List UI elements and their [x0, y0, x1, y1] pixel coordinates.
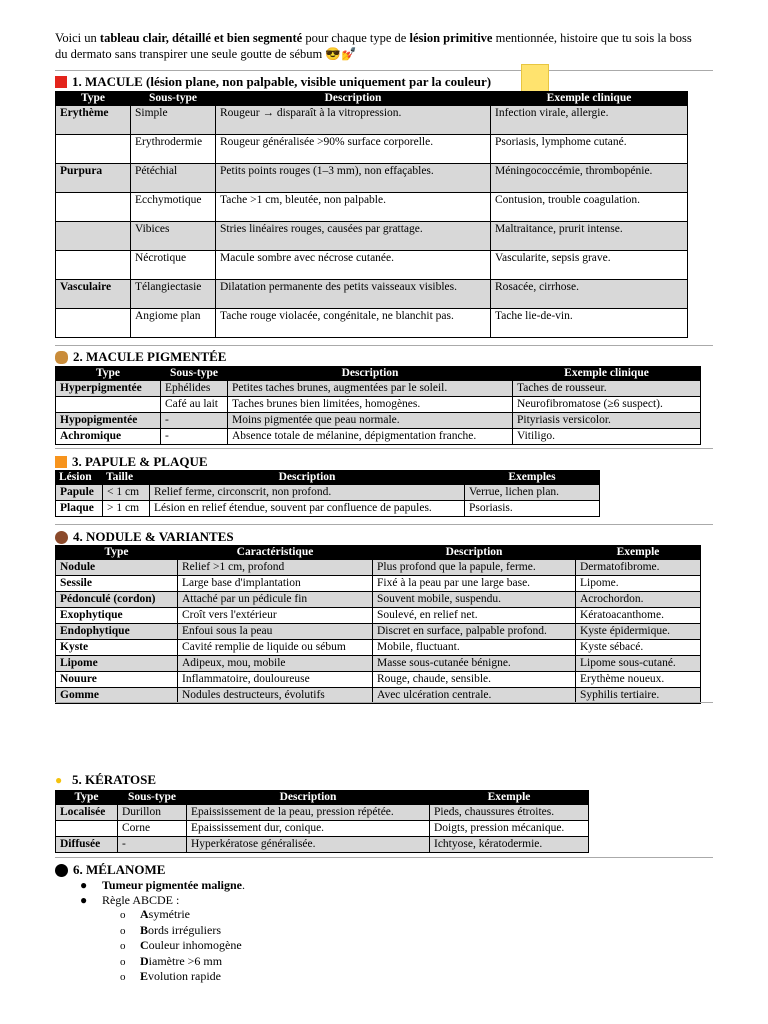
table-cell: Epaississement dur, conique.: [187, 821, 430, 837]
table-cell: Simple: [131, 106, 216, 135]
table-row: [56, 397, 701, 413]
brown-circle-icon: [55, 531, 68, 544]
table-cell: Large base d'implantation: [178, 576, 373, 592]
table-cell: [56, 251, 131, 280]
table-cell: Kératoacanthome.: [576, 608, 701, 624]
table-cell: Purpura: [56, 164, 131, 193]
table-cell: Pédonculé (cordon): [56, 592, 178, 608]
black-circle-icon: [55, 864, 68, 877]
table-cell: Adipeux, mou, mobile: [178, 656, 373, 672]
table-cell: Lipome sous-cutané.: [576, 656, 701, 672]
table-cell: [56, 222, 131, 251]
papule-plaque-table: [55, 470, 600, 517]
col-header: Exemple clinique: [513, 367, 701, 381]
table-cell: Rougeur → disparaît à la vitropression.: [216, 106, 491, 135]
col-header: Sous-type: [118, 791, 187, 805]
section-4-heading: 4. NODULE & VARIANTES: [55, 529, 234, 545]
abcde-item: o Diamètre >6 mm: [120, 953, 223, 968]
table-cell: Inflammatoire, douloureuse: [178, 672, 373, 688]
table-cell: Achromique: [56, 429, 161, 445]
col-header: Exemple clinique: [491, 92, 688, 106]
table-cell: Erythème noueux.: [576, 672, 701, 688]
table-cell: Avec ulcération centrale.: [373, 688, 576, 704]
table-cell: -: [161, 413, 228, 429]
table-cell: Nodules destructeurs, évolutifs: [178, 688, 373, 704]
table-row: [56, 280, 688, 309]
divider: [55, 857, 713, 858]
table-cell: Cavité remplie de liquide ou sébum: [178, 640, 373, 656]
table-cell: Plus profond que la papule, ferme.: [373, 560, 576, 576]
table-cell: Psoriasis, lymphome cutané.: [491, 135, 688, 164]
table-cell: Masse sous-cutanée bénigne.: [373, 656, 576, 672]
table-cell: Hypopigmentée: [56, 413, 161, 429]
table-cell: Corne: [118, 821, 187, 837]
table-cell: Taches de rousseur.: [513, 381, 701, 397]
table-row: [56, 592, 701, 608]
table-cell: Vasculaire: [56, 280, 131, 309]
abcde-item: o Couleur inhomogène: [120, 938, 242, 952]
table-cell: > 1 cm: [103, 501, 150, 517]
table-cell: Hyperpigmentée: [56, 381, 161, 397]
table-row: [56, 576, 701, 592]
col-header: Taille: [103, 471, 150, 485]
table-row: [56, 624, 701, 640]
abcde-item: o Evolution rapide: [120, 969, 221, 983]
table-cell: Tache rouge violacée, congénitale, ne blanchit pas.: [216, 309, 491, 338]
table-cell: Doigts, pression mécanique.: [430, 821, 589, 837]
table-row: [56, 381, 701, 397]
table-row: [56, 656, 701, 672]
table-cell: Kyste: [56, 640, 178, 656]
table-row: [56, 608, 701, 624]
section-5-heading: ● 5. KÉRATOSE: [55, 772, 157, 787]
abcde-item: o Asymétrie: [120, 907, 190, 921]
table-cell: Dilatation permanente des petits vaisseaux visibles.: [216, 280, 491, 309]
table-row: [56, 106, 688, 135]
table-cell: Café au lait: [161, 397, 228, 413]
col-header: Type: [56, 546, 178, 560]
table-cell: Méningococcémie, thrombopénie.: [491, 164, 688, 193]
table-cell: Erythème: [56, 106, 131, 135]
table-cell: Vibices: [131, 222, 216, 251]
table-row: [56, 821, 589, 837]
table-cell: Pityriasis versicolor.: [513, 413, 701, 429]
divider: [55, 448, 713, 449]
table-row: [56, 251, 688, 280]
table-row: [56, 309, 688, 338]
col-header: Exemple: [430, 791, 589, 805]
divider: [55, 702, 713, 703]
intro-paragraph: Voici un tableau clair, détaillé et bien segmenté pour chaque type de lésion primitive mentionnée, histoire que tu sois la boss du dermato sans transpirer une seule goutte de sébum 😎💅: [55, 31, 692, 61]
table-cell: Verrue, lichen plan.: [465, 485, 600, 501]
table-cell: Discret en surface, palpable profond.: [373, 624, 576, 640]
red-square-icon: [55, 76, 67, 88]
table-cell: Soulevé, en relief net.: [373, 608, 576, 624]
section-1-heading: 1. MACULE (lésion plane, non palpable, visible uniquement par la couleur): [55, 74, 491, 90]
list-item: ● Tumeur pigmentée maligne.: [80, 878, 245, 892]
keratose-table: [55, 790, 589, 853]
table-cell: Enfoui sous la peau: [178, 624, 373, 640]
table-cell: -: [118, 837, 187, 853]
list-item: ● Règle ABCDE :: [80, 892, 180, 907]
table-cell: Lésion en relief étendue, souvent par confluence de papules.: [150, 501, 465, 517]
col-header: Exemple: [576, 546, 701, 560]
table-cell: Syphilis tertiaire.: [576, 688, 701, 704]
table-cell: Stries linéaires rouges, causées par grattage.: [216, 222, 491, 251]
table-row: [56, 640, 701, 656]
table-cell: Rouge, chaude, sensible.: [373, 672, 576, 688]
table-row: [56, 501, 600, 517]
table-cell: Hyperkératose généralisée.: [187, 837, 430, 853]
table-cell: Moins pigmentée que peau normale.: [228, 413, 513, 429]
table-cell: Relief ferme, circonscrit, non profond.: [150, 485, 465, 501]
table-cell: Angiome plan: [131, 309, 216, 338]
table-cell: Gomme: [56, 688, 178, 704]
table-cell: Taches brunes bien limitées, homogènes.: [228, 397, 513, 413]
col-header: Type: [56, 791, 118, 805]
table-row: [56, 837, 589, 853]
table-cell: Vitiligo.: [513, 429, 701, 445]
col-header: Type: [56, 367, 161, 381]
table-cell: Absence totale de mélanine, dépigmentation franche.: [228, 429, 513, 445]
table-cell: Dermatofibrome.: [576, 560, 701, 576]
table-cell: Kyste sébacé.: [576, 640, 701, 656]
divider: [55, 70, 713, 71]
table-cell: [56, 193, 131, 222]
table-cell: Nodule: [56, 560, 178, 576]
table-cell: Nécrotique: [131, 251, 216, 280]
col-header: Description: [216, 92, 491, 106]
table-row: [56, 672, 701, 688]
table-cell: Nouure: [56, 672, 178, 688]
table-cell: Erythrodermie: [131, 135, 216, 164]
table-cell: Endophytique: [56, 624, 178, 640]
table-cell: Ecchymotique: [131, 193, 216, 222]
table-cell: Macule sombre avec nécrose cutanée.: [216, 251, 491, 280]
col-header: Lésion: [56, 471, 103, 485]
table-cell: Maltraitance, prurit intense.: [491, 222, 688, 251]
table-row: [56, 485, 600, 501]
table-cell: Rosacée, cirrhose.: [491, 280, 688, 309]
table-cell: Infection virale, allergie.: [491, 106, 688, 135]
table-cell: [56, 309, 131, 338]
table-cell: Diffusée: [56, 837, 118, 853]
table-cell: Ichtyose, kératodermie.: [430, 837, 589, 853]
abcde-item: o Bords irréguliers: [120, 922, 221, 937]
divider: [55, 524, 713, 525]
table-row: [56, 413, 701, 429]
table-cell: Relief >1 cm, profond: [178, 560, 373, 576]
col-header: Description: [150, 471, 465, 485]
table-row: [56, 135, 688, 164]
table-cell: Tache >1 cm, bleutée, non palpable.: [216, 193, 491, 222]
table-cell: Localisée: [56, 805, 118, 821]
table-cell: Acrochordon.: [576, 592, 701, 608]
table-cell: Télangiectasie: [131, 280, 216, 309]
table-cell: Contusion, trouble coagulation.: [491, 193, 688, 222]
table-cell: Pieds, chaussures étroites.: [430, 805, 589, 821]
table-cell: Kyste épidermique.: [576, 624, 701, 640]
table-cell: Exophytique: [56, 608, 178, 624]
table-row: [56, 222, 688, 251]
table-cell: Tache lie-de-vin.: [491, 309, 688, 338]
col-header: Description: [228, 367, 513, 381]
col-header: Exemples: [465, 471, 600, 485]
table-cell: Vascularite, sepsis grave.: [491, 251, 688, 280]
table-row: [56, 560, 701, 576]
table-cell: Lipome.: [576, 576, 701, 592]
col-header: Description: [373, 546, 576, 560]
table-cell: < 1 cm: [103, 485, 150, 501]
col-header: Caractéristique: [178, 546, 373, 560]
section-2-heading: 2. MACULE PIGMENTÉE: [55, 349, 226, 365]
col-header: Sous-type: [131, 92, 216, 106]
table-cell: Neurofibromatose (≥6 suspect).: [513, 397, 701, 413]
table-cell: Petits points rouges (1–3 mm), non effaçables.: [216, 164, 491, 193]
section-6-heading: 6. MÉLANOME: [55, 862, 165, 878]
section-3-heading: 3. PAPULE & PLAQUE: [55, 454, 208, 470]
table-cell: Epaississement de la peau, pression répétée.: [187, 805, 430, 821]
nodule-table: [55, 545, 701, 704]
table-cell: Plaque: [56, 501, 103, 517]
col-header: Sous-type: [161, 367, 228, 381]
col-header: Type: [56, 92, 131, 106]
table-cell: Papule: [56, 485, 103, 501]
table-cell: [56, 397, 161, 413]
col-header: Description: [187, 791, 430, 805]
table-cell: [56, 821, 118, 837]
table-row: [56, 429, 701, 445]
table-cell: Lipome: [56, 656, 178, 672]
table-cell: Souvent mobile, suspendu.: [373, 592, 576, 608]
table-cell: Croît vers l'extérieur: [178, 608, 373, 624]
table-cell: -: [161, 429, 228, 445]
table-cell: Ephélides: [161, 381, 228, 397]
divider: [55, 345, 713, 346]
lightbulb-icon: ●: [55, 772, 63, 787]
table-cell: Sessile: [56, 576, 178, 592]
pigmented-macule-table: [55, 366, 701, 445]
table-cell: Attaché par un pédicule fin: [178, 592, 373, 608]
macule-table: [55, 91, 688, 338]
palette-icon: [55, 351, 68, 364]
orange-square-icon: [55, 456, 67, 468]
table-cell: Fixé à la peau par une large base.: [373, 576, 576, 592]
table-row: [56, 164, 688, 193]
table-row: [56, 193, 688, 222]
table-cell: [56, 135, 131, 164]
table-row: [56, 805, 589, 821]
table-cell: Mobile, fluctuant.: [373, 640, 576, 656]
table-cell: Psoriasis.: [465, 501, 600, 517]
table-cell: Petites taches brunes, augmentées par le soleil.: [228, 381, 513, 397]
table-cell: Durillon: [118, 805, 187, 821]
table-cell: Pétéchial: [131, 164, 216, 193]
table-cell: Rougeur généralisée >90% surface corporelle.: [216, 135, 491, 164]
sticky-note-icon: [521, 64, 549, 94]
melanome-list: [80, 878, 245, 985]
